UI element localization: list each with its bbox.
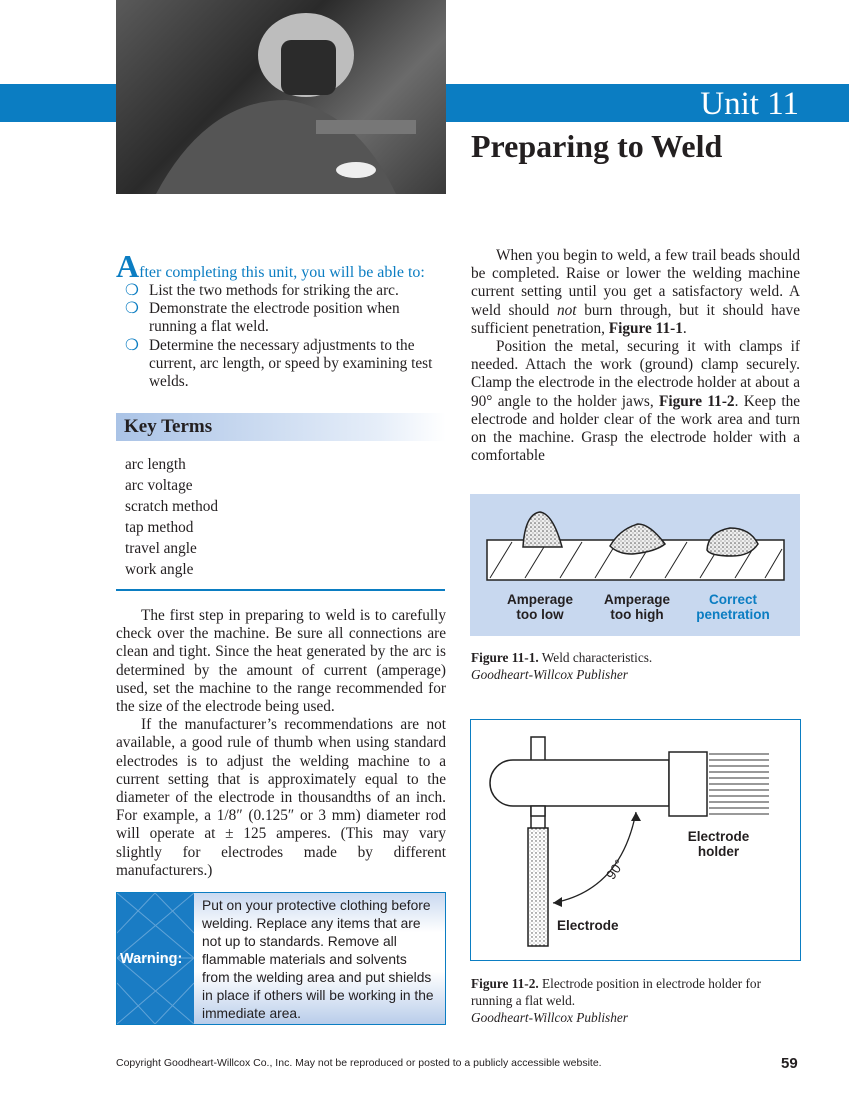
warning-label: Warning: [120, 950, 183, 967]
figure-11-1 [470, 494, 800, 636]
label-too-low: Amperage too low [506, 592, 574, 622]
figure-ref: Figure 11-2 [659, 392, 735, 410]
key-term: work angle [125, 561, 194, 578]
objective-text: Demonstrate the electrode position when running a flat weld. [149, 300, 400, 336]
label-angle: 90° [603, 856, 628, 883]
objectives-list [125, 282, 447, 391]
figure-11-2 [470, 719, 801, 961]
paragraph: Position the metal, securing it with clamps if needed. Attach the work (ground) clamp securely. Clamp the electrode in the electrode holder at about a 90° angle to the holder jaws, Figure 11-2. Keep the electrode and holder clear of the work area and turn on the machine. Grasp the electrode holder with a comfortable [471, 338, 801, 465]
figure-credit: Goodheart-Willcox Publisher [471, 667, 628, 682]
unit-number: Unit 11 [700, 86, 799, 122]
divider [116, 589, 445, 591]
warning-box [116, 892, 446, 1025]
objective-text: Determine the necessary adjustments to the current, arc length, or speed by examining test welds. [149, 336, 433, 391]
key-term: scratch method [125, 498, 219, 515]
key-terms-list [125, 454, 218, 580]
bullet-icon: ❍ [125, 336, 139, 354]
warning-label-panel [117, 893, 194, 1024]
drop-cap: A [116, 248, 140, 284]
label-correct: Correct penetration [696, 592, 770, 622]
key-term: arc length [125, 456, 186, 473]
paragraph: When you begin to weld, a few trail beads should be completed. Raise or lower the welding machine current setting until you get a satisfactory weld. A weld should not burn through, but it should have sufficient penetration, Figure 11-1. [471, 247, 800, 337]
paragraph: If the manufacturer’s recommendations are not available, a good rule of thumb when using standard electrodes is to adjust the welding machine to a current setting that is approximately equal to the diameter of the electrode in thousandths of an inch. For example, a 1/8″ (0.125″ or 3 mm) diameter rod will operate at ± 125 amperes. (This may vary slightly for electrodes made by different manufacturers.) [116, 716, 446, 879]
bullet-icon: ❍ [125, 300, 139, 318]
left-body [116, 607, 446, 880]
objectives-heading-text: fter completing this unit, you will be able to: [139, 264, 425, 281]
objective-text: List the two methods for striking the arc. [149, 282, 399, 299]
key-term: tap method [125, 519, 194, 536]
objective-item [125, 282, 447, 300]
figure-credit: Goodheart-Willcox Publisher [471, 1010, 628, 1025]
figure-11-1-caption: Figure 11-1. Weld characteristics. Goodheart-Willcox Publisher [471, 650, 653, 682]
objective-item [125, 337, 447, 392]
page-number: 59 [781, 1055, 798, 1072]
key-term: travel angle [125, 540, 197, 557]
bullet-icon: ❍ [125, 282, 139, 299]
label-too-high: Amperage too high [603, 592, 671, 622]
key-term: arc voltage [125, 477, 193, 494]
label-electrode: Electrode [557, 918, 619, 933]
page-title: Preparing to Weld [471, 128, 723, 164]
welder-illustration [116, 0, 446, 194]
paragraph: The first step in preparing to weld is to carefully check over the machine. Be sure all connections are clean and tight. Since the heat generated by the arc is determined by the amount of current (amperage) used, set the machine to the range recommended for the size of the electrode being used. [116, 607, 446, 716]
label-electrode-holder: Electrode holder [687, 829, 750, 859]
right-body [471, 247, 800, 465]
figure-ref: Figure 11-1 [608, 319, 683, 337]
key-terms-heading: Key Terms [116, 413, 446, 441]
objectives-heading [116, 248, 425, 285]
copyright-footer: Copyright Goodheart-Willcox Co., Inc. May not be reproduced or posted to a publicly accessible website. [116, 1057, 602, 1069]
objective-item [125, 300, 447, 336]
welder-photo [116, 0, 446, 194]
warning-text: Put on your protective clothing before welding. Replace any items that are not up to standards. Remove all flammable materials and solvents from the welding area and put shields in place if others will be working in the immediate area. [194, 893, 445, 1024]
figure-11-2-caption: Figure 11-2. Electrode position in electrode holder for running a flat weld. Goodheart-Willcox Publisher [471, 976, 761, 1025]
